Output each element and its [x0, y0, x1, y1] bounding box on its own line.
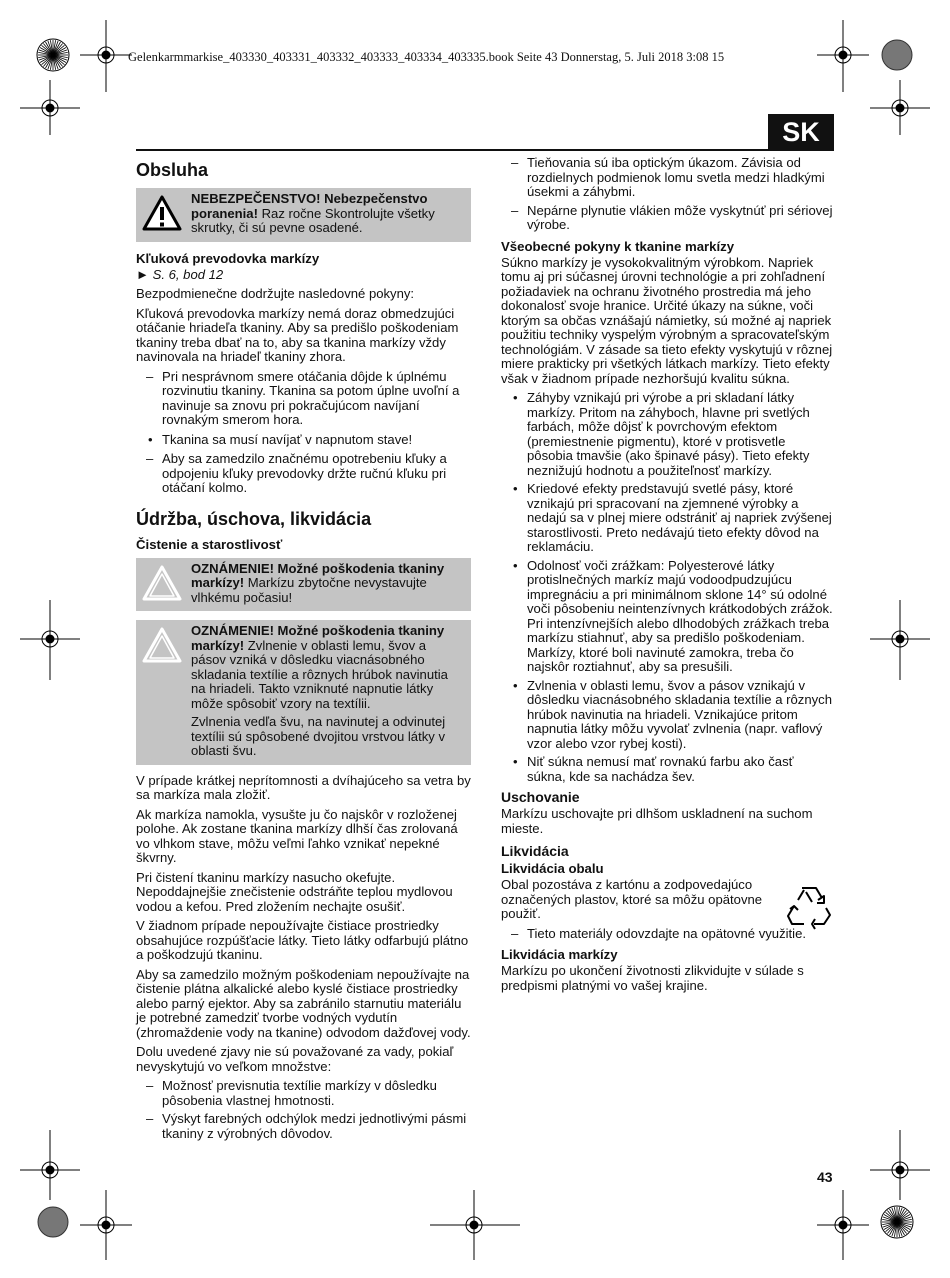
bullet-list — [136, 433, 471, 448]
recycle-icon — [784, 882, 834, 930]
book-header-info: Gelenkarmmarkise_403330_403331_403332_403333_403334_403335.book Seite 43 Donnerstag, 5. Juli 2018 3:08 15 — [128, 50, 725, 64]
paragraph: Kľuková prevodovka markízy nemá doraz obmedzujúci otáčanie hriadeľa tkaniny. Aby sa predišlo poškodeniam tkaniny treba dbať na to, aby sa tkanina markízy vždy navinovala na hriadeľ tkaniny zhora. — [136, 305, 459, 364]
paragraph: Markízu po ukončení životnosti zlikvidujte v súlade s predpismi platnými vo vašej krajine. — [501, 963, 804, 993]
subsection-title-storage: Uschovanie — [501, 789, 580, 805]
list-item: • Záhyby vznikajú pri výrobe a pri skladaní látky markízy. Pritom na záhyboch, hlavne pri svetlých farbách, môže dôjsť k povrchovým efektom (premiestnenie pigmentu), ktoré v protisvetle pôsobia tmavšie (ako špinavé pásy). Tieto efekty neznižujú hodnotu a použiteľnosť markízy. — [501, 391, 834, 478]
right-column — [501, 156, 834, 998]
left-column — [136, 156, 471, 1146]
language-tab: SK — [768, 114, 834, 150]
subsection-title-packaging: Likvidácia obalu — [501, 861, 604, 876]
list-item: – Možnosť previsnutia textílie markízy v dôsledku pôsobenia vlastnej hmotnosti. — [136, 1079, 471, 1108]
paragraph: V prípade krátkej neprítomnosti a dvíhajúceho sa vetra by sa markíza mala zložiť. — [136, 772, 471, 802]
notice-text: Markízu zbytočne nevystavujte vlhkému počasiu! — [191, 575, 427, 605]
subsection-title-awning-disposal: Likvidácia markízy — [501, 947, 618, 962]
subsection-title-disposal: Likvidácia — [501, 843, 569, 859]
list-item: • Kriedové efekty predstavujú svetlé pásy, ktoré vznikajú pri spracovaní na zjemnené výrobky a nedajú sa v plnej miere odstrániť aj napriek zvýšenej starostlivosti. Preto nedávajú tieto efekty dôvod na reklamáciu. — [501, 482, 834, 555]
warning-triangle-icon — [142, 195, 182, 231]
paragraph: Markízu uschovajte pri dlhšom uskladnení na suchom mieste. — [501, 806, 813, 836]
list-item: – Aby sa zamedzilo značnému opotrebeniu kľuky a odpojeniu kľuky prevodovky držte ručnú kľuku pri otáčaní kolmo. — [136, 452, 471, 496]
page-number: 43 — [817, 1169, 833, 1185]
paragraph: Aby sa zamedzilo možným poškodeniam nepoužívajte na čistenie plátna alkalické alebo kyslé čistiace prostriedky alebo parný ejektor. Aby sa zabránilo starnutiu materiálu je potrebné zamedziť tvorbe vodných vydutín (zhromaždenie vody na tkanine) odvodom dažďovej vody. — [136, 966, 471, 1040]
paragraph: Pri čistení tkaninu markízy nasucho okefujte. Nepoddajnejšie znečistenie odstráňte teplou mydlovou vodou a kefou. Pred zložením nechajte osušiť. — [136, 869, 453, 914]
subsection-title-cleaning: Čistenie a starostlivosť — [136, 536, 283, 552]
notice-box — [136, 620, 471, 765]
list-item: – Pri nesprávnom smere otáčania dôjde k úplnému rozvinutiu tkaniny. Tkanina sa potom úplne uvoľní a navinuje sa znovu pri pokračujúcom navíjaní rovnakým smerom hora. — [136, 370, 471, 428]
figure-reference: ► S. 6, bod 12 — [136, 266, 224, 282]
list-item: • Zvlnenia v oblasti lemu, švov a pásov vznikajú v dôsledku viacnásobného skladania textílie a rôznych hrúbok navinutia na hriadeli. Vznikajúce pritom napnutia látky môžu vyvolať zvlnenia (napr. vaflový vzor alebo vzor rybej kosti). — [501, 679, 834, 752]
section-title-udrzba: Údržba, úschova, likvidácia — [136, 508, 372, 529]
bullet-list — [501, 391, 834, 784]
subsection-title-gearbox: Kľuková prevodovka markízy — [136, 250, 320, 266]
dash-list — [501, 156, 834, 233]
list-item: • Odolnosť voči zrážkam: Polyesterové látky protislnečných markíz majú vodoodpudzujúcu impregnáciu a pri minimálnom sklone 14° sú odolné voči pôsobeniu neintenzívnych krátkodobých zrážok. Pri intenzívnejších alebo dlhodobých zrážkach treba markízu stiahnuť, aby sa predišlo poškodeniam. Markízy, ktoré boli navinuté zamokra, treba čo najskôr roztiahnuť, aby sa presušili. — [501, 559, 834, 675]
header-rule — [136, 149, 834, 151]
dash-list — [136, 1079, 471, 1141]
paragraph: V žiadnom prípade nepoužívajte čistiace prostriedky obsahujúce rozpúšťacie látky. Tieto látky odfarbujú plátno a poškodzujú tkaninu. — [136, 918, 469, 962]
notice-title: OZNÁMENIE! Možné poškodenia tkaniny markízy! — [191, 623, 445, 653]
list-item: – Výskyt farebných odchýlok medzi jednotlivými pásmi tkaniny z výrobných dôvodov. — [136, 1112, 471, 1141]
subsection-title-general: Všeobecné pokyny k tkanine markízy — [501, 238, 735, 254]
notice-title: OZNÁMENIE! Možné poškodenia tkaniny markízy! — [191, 560, 445, 590]
dash-list — [136, 370, 471, 428]
notice-text: Zvlnenia vedľa švu, na navinutej a odvinutej textílii sú spôsobené dvojitou vrstvou látky v oblasti švu. — [191, 714, 446, 758]
danger-title: NEBEZPEČENSTVO! Nebezpečenstvo poranenia! — [191, 191, 428, 221]
paragraph: Ak markíza namokla, vysušte ju čo najskôr v rozloženej polohe. Ak zostane tkanina markízy dlhší čas zrolovaná vo vlhkom stave, môžu veľmi ľahko vznikať nepekné škvrny. — [136, 806, 458, 865]
danger-box — [136, 188, 471, 242]
list-item: • Tkanina sa musí navíjať v napnutom stave! — [136, 433, 471, 448]
paragraph: Bezpodmienečne dodržujte nasledovné pokyny: — [136, 286, 415, 301]
notice-text: Zvlnenie v oblasti lemu, švov a pásov vzniká v dôsledku viacnásobného skladania textílie a rôznych hrúbok navinutia na hriadeli. Takto vzniknuté napnutie látky môže spôsobiť vzory na textílii. — [191, 637, 448, 711]
dash-list — [136, 452, 471, 496]
list-item: • Niť súkna nemusí mať rovnakú farbu ako časť súkna, kde sa nachádza šev. — [501, 755, 834, 784]
list-item: – Tieňovania sú iba optickým úkazom. Závisia od rozdielnych podmienok lomu svetla medzi hladkými úsekmi a záhybmi. — [501, 156, 834, 200]
section-title-obsluha: Obsluha — [136, 160, 209, 180]
paragraph: Súkno markízy je vysokokvalitným výrobkom. Napriek tomu aj pri súčasnej úrovni technológie a pri zohľadnení požiadaviek na ochranu životného prostredia má jeho dokonalosť svoje hranice. Určité úkazy na súkne, voči ktorým sa občas vznášajú námietky, sú možné aj napriek použitiu techniky vyspelým výrobným a spracovateľským technológiám. V zásade sa tieto efekty vyskytujú v rôznej miere prakticky pri všetkých látkach markízy. Tieto efekty však v žiadnom prípade nezhoršujú kvalitu súkna. — [501, 254, 833, 386]
notice-box — [136, 558, 471, 612]
danger-text: Raz ročne Skontrolujte všetky skrutky, či sú pevne osadené. — [191, 205, 435, 235]
paragraph: Obal pozostáva z kartónu a zodpovedajúco označených plastov, ktoré sa môžu opätovne použiť. — [501, 877, 763, 921]
packaging-block — [501, 878, 834, 922]
notice-triangle-icon — [142, 565, 182, 601]
notice-triangle-icon — [142, 627, 182, 663]
paragraph: Dolu uvedené zjavy nie sú považované za vady, pokiaľ nevyskytujú vo veľkom množstve: — [136, 1044, 454, 1074]
list-item: – Nepárne plynutie vlákien môže vyskytnúť pri sériovej výrobe. — [501, 204, 834, 233]
dash-list — [501, 927, 834, 942]
list-item: – Tieto materiály odovzdajte na opätovné využitie. — [501, 927, 834, 942]
